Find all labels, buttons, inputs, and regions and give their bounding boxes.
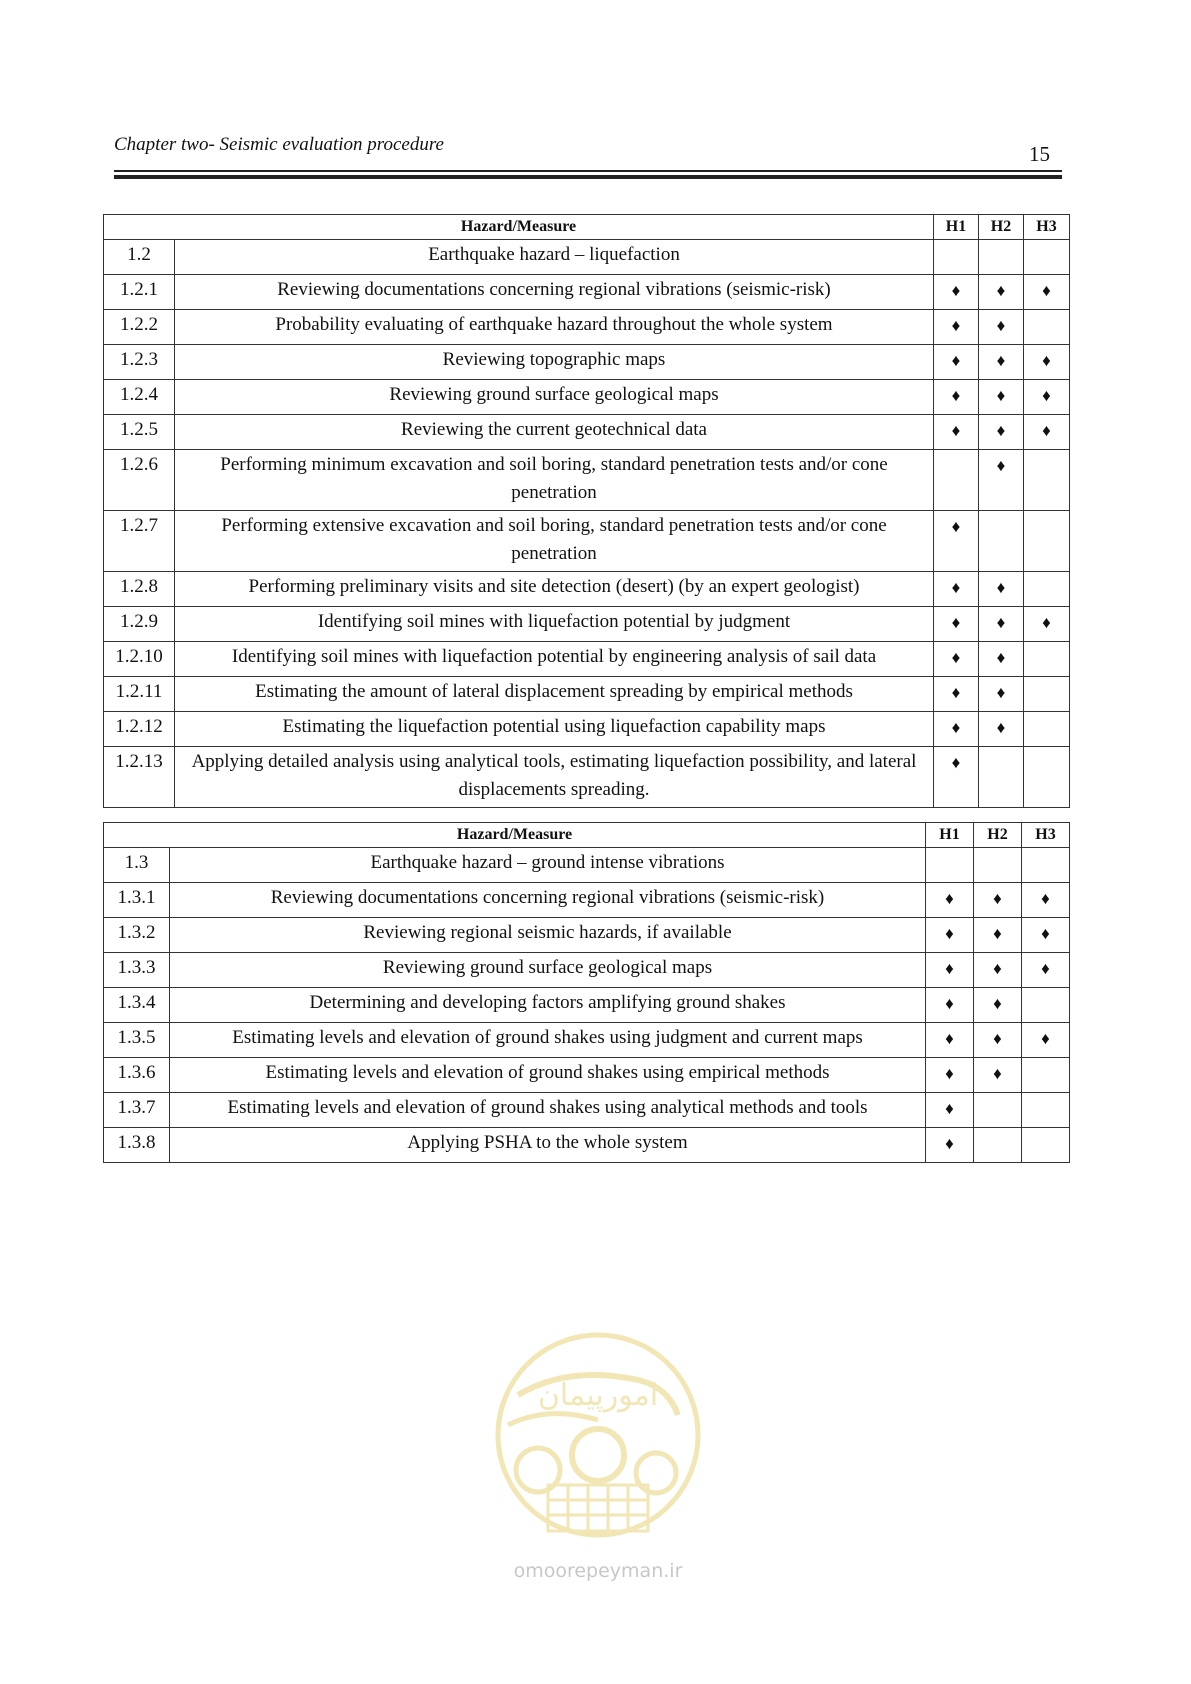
row-mark-h1: ♦: [934, 572, 979, 607]
row-number: 1.3.8: [104, 1128, 170, 1163]
row-number: 1.2.11: [104, 677, 175, 712]
row-mark-h1: [934, 240, 979, 275]
header-h2: H2: [979, 215, 1024, 240]
row-number: 1.3.4: [104, 988, 170, 1023]
row-measure: Estimating the liquefaction potential using liquefaction capability maps: [175, 712, 934, 747]
row-mark-h1: ♦: [926, 1023, 974, 1058]
row-mark-h1: ♦: [934, 511, 979, 572]
row-mark-h3: [1022, 848, 1070, 883]
row-mark-h1: ♦: [934, 642, 979, 677]
watermark-logo-text: امورپیمان: [537, 1378, 659, 1413]
row-number: 1.2.8: [104, 572, 175, 607]
row-measure: Reviewing documentations concerning regional vibrations (seismic-risk): [175, 275, 934, 310]
table-row: [104, 310, 1070, 345]
row-number: 1.2.9: [104, 607, 175, 642]
hazard-measure-table-ground-vibrations: [103, 822, 1070, 1163]
row-mark-h1: ♦: [934, 712, 979, 747]
row-number: 1.3.7: [104, 1093, 170, 1128]
row-number: 1.2.10: [104, 642, 175, 677]
row-measure: Determining and developing factors amplifying ground shakes: [170, 988, 926, 1023]
header-rule-thick: [114, 175, 1062, 179]
row-number: 1.2.2: [104, 310, 175, 345]
row-mark-h3: ♦: [1024, 415, 1070, 450]
row-mark-h1: [934, 450, 979, 511]
header-h2: H2: [974, 823, 1022, 848]
row-measure: Probability evaluating of earthquake hazard throughout the whole system: [175, 310, 934, 345]
row-mark-h1: ♦: [934, 310, 979, 345]
row-measure: Estimating levels and elevation of ground shakes using empirical methods: [170, 1058, 926, 1093]
table-header-row: [104, 215, 1070, 240]
row-mark-h2: [974, 1128, 1022, 1163]
table-row: [104, 712, 1070, 747]
row-number: 1.3.1: [104, 883, 170, 918]
table-row: [104, 642, 1070, 677]
row-mark-h2: [979, 747, 1024, 808]
row-measure: Reviewing ground surface geological maps: [170, 953, 926, 988]
row-mark-h2: ♦: [979, 275, 1024, 310]
table-row: [104, 883, 1070, 918]
row-number: 1.2.1: [104, 275, 175, 310]
row-mark-h2: [979, 240, 1024, 275]
row-mark-h3: [1024, 240, 1070, 275]
watermark-emblem-icon: [478, 1325, 718, 1615]
table-row: [104, 607, 1070, 642]
row-mark-h1: ♦: [934, 380, 979, 415]
row-mark-h2: ♦: [974, 988, 1022, 1023]
header-h1: H1: [934, 215, 979, 240]
table-row: [104, 572, 1070, 607]
table-row: [104, 747, 1070, 808]
watermark-site-text: omoorepeyman.ir: [513, 1560, 683, 1582]
table-row: [104, 988, 1070, 1023]
row-measure: Applying PSHA to the whole system: [170, 1128, 926, 1163]
header-h3: H3: [1024, 215, 1070, 240]
row-mark-h1: ♦: [934, 275, 979, 310]
hazard-measure-table-liquefaction: [103, 214, 1070, 808]
row-mark-h3: ♦: [1024, 380, 1070, 415]
table-row: [104, 240, 1070, 275]
row-number: 1.3.5: [104, 1023, 170, 1058]
row-mark-h3: [1024, 511, 1070, 572]
row-number: 1.3.2: [104, 918, 170, 953]
header-h3: H3: [1022, 823, 1070, 848]
row-mark-h2: ♦: [974, 953, 1022, 988]
row-measure: Reviewing documentations concerning regional vibrations (seismic-risk): [170, 883, 926, 918]
table-row: [104, 1093, 1070, 1128]
row-measure: Identifying soil mines with liquefaction potential by judgment: [175, 607, 934, 642]
table-row: [104, 1058, 1070, 1093]
table-row: [104, 415, 1070, 450]
row-measure: Applying detailed analysis using analytical tools, estimating liquefaction possibility, and lateral displacements spreading.: [175, 747, 934, 808]
row-mark-h3: ♦: [1022, 1023, 1070, 1058]
row-mark-h1: ♦: [934, 677, 979, 712]
row-mark-h1: ♦: [934, 345, 979, 380]
row-measure: Reviewing the current geotechnical data: [175, 415, 934, 450]
row-mark-h2: [974, 848, 1022, 883]
row-mark-h3: [1022, 988, 1070, 1023]
row-number: 1.3: [104, 848, 170, 883]
header-hazard-measure: Hazard/Measure: [104, 823, 926, 848]
page-header: [114, 134, 1062, 182]
row-mark-h2: ♦: [979, 712, 1024, 747]
row-number: 1.2.13: [104, 747, 175, 808]
row-measure: Reviewing regional seismic hazards, if available: [170, 918, 926, 953]
row-number: 1.2: [104, 240, 175, 275]
table-row: [104, 380, 1070, 415]
row-mark-h1: ♦: [934, 607, 979, 642]
row-mark-h3: [1024, 572, 1070, 607]
row-mark-h1: ♦: [926, 953, 974, 988]
row-mark-h2: ♦: [979, 642, 1024, 677]
row-mark-h3: ♦: [1022, 918, 1070, 953]
row-measure: Performing extensive excavation and soil boring, standard penetration tests and/or cone penetration: [175, 511, 934, 572]
row-mark-h1: ♦: [926, 988, 974, 1023]
row-number: 1.2.7: [104, 511, 175, 572]
table-row: [104, 918, 1070, 953]
page-number: 15: [1029, 142, 1050, 166]
row-mark-h2: [974, 1093, 1022, 1128]
row-mark-h3: [1022, 1128, 1070, 1163]
row-mark-h2: ♦: [974, 1058, 1022, 1093]
row-measure: Estimating levels and elevation of ground shakes using judgment and current maps: [170, 1023, 926, 1058]
row-measure: Performing minimum excavation and soil boring, standard penetration tests and/or cone penetration: [175, 450, 934, 511]
table-row: [104, 1128, 1070, 1163]
row-mark-h2: ♦: [979, 415, 1024, 450]
row-mark-h2: [979, 511, 1024, 572]
row-mark-h1: ♦: [926, 1128, 974, 1163]
row-number: 1.3.3: [104, 953, 170, 988]
row-mark-h3: [1024, 747, 1070, 808]
table-row: [104, 345, 1070, 380]
row-measure: Earthquake hazard – ground intense vibrations: [170, 848, 926, 883]
table-row: [104, 511, 1070, 572]
row-mark-h3: ♦: [1024, 607, 1070, 642]
table-body: [104, 240, 1070, 808]
row-mark-h3: ♦: [1024, 275, 1070, 310]
header-rule-thin: [114, 170, 1062, 172]
row-mark-h1: [926, 848, 974, 883]
row-mark-h2: ♦: [979, 310, 1024, 345]
row-measure: Estimating the amount of lateral displacement spreading by empirical methods: [175, 677, 934, 712]
row-mark-h2: ♦: [979, 450, 1024, 511]
table-row: [104, 848, 1070, 883]
row-number: 1.2.12: [104, 712, 175, 747]
table-row: [104, 275, 1070, 310]
row-mark-h2: ♦: [979, 677, 1024, 712]
row-number: 1.2.4: [104, 380, 175, 415]
row-measure: Identifying soil mines with liquefaction potential by engineering analysis of sail data: [175, 642, 934, 677]
row-mark-h3: [1022, 1058, 1070, 1093]
row-mark-h2: ♦: [974, 1023, 1022, 1058]
row-mark-h1: ♦: [934, 415, 979, 450]
row-mark-h3: [1024, 677, 1070, 712]
row-mark-h3: ♦: [1022, 953, 1070, 988]
table-row: [104, 953, 1070, 988]
row-mark-h2: ♦: [979, 345, 1024, 380]
table-body: [104, 848, 1070, 1163]
row-measure: Earthquake hazard – liquefaction: [175, 240, 934, 275]
row-mark-h2: ♦: [979, 607, 1024, 642]
row-number: 1.2.5: [104, 415, 175, 450]
row-number: 1.2.3: [104, 345, 175, 380]
row-measure: Estimating levels and elevation of ground shakes using analytical methods and tools: [170, 1093, 926, 1128]
row-mark-h3: ♦: [1024, 345, 1070, 380]
row-measure: Performing preliminary visits and site detection (desert) (by an expert geologist): [175, 572, 934, 607]
table-header-row: [104, 823, 1070, 848]
row-measure: Reviewing ground surface geological maps: [175, 380, 934, 415]
chapter-title: Chapter two- Seismic evaluation procedure: [114, 134, 444, 155]
row-mark-h3: [1024, 310, 1070, 345]
table-row: [104, 677, 1070, 712]
table-row: [104, 1023, 1070, 1058]
row-mark-h1: ♦: [926, 918, 974, 953]
row-mark-h2: ♦: [979, 572, 1024, 607]
row-mark-h1: ♦: [926, 883, 974, 918]
row-mark-h2: ♦: [974, 883, 1022, 918]
row-mark-h1: ♦: [926, 1093, 974, 1128]
row-mark-h3: [1024, 450, 1070, 511]
row-mark-h1: ♦: [934, 747, 979, 808]
row-mark-h1: ♦: [926, 1058, 974, 1093]
row-number: 1.3.6: [104, 1058, 170, 1093]
row-mark-h3: ♦: [1022, 883, 1070, 918]
header-h1: H1: [926, 823, 974, 848]
row-number: 1.2.6: [104, 450, 175, 511]
row-measure: Reviewing topographic maps: [175, 345, 934, 380]
header-hazard-measure: Hazard/Measure: [104, 215, 934, 240]
row-mark-h3: [1022, 1093, 1070, 1128]
row-mark-h2: ♦: [974, 918, 1022, 953]
table-row: [104, 450, 1070, 511]
watermark-logo: [478, 1325, 718, 1615]
row-mark-h2: ♦: [979, 380, 1024, 415]
row-mark-h3: [1024, 712, 1070, 747]
row-mark-h3: [1024, 642, 1070, 677]
